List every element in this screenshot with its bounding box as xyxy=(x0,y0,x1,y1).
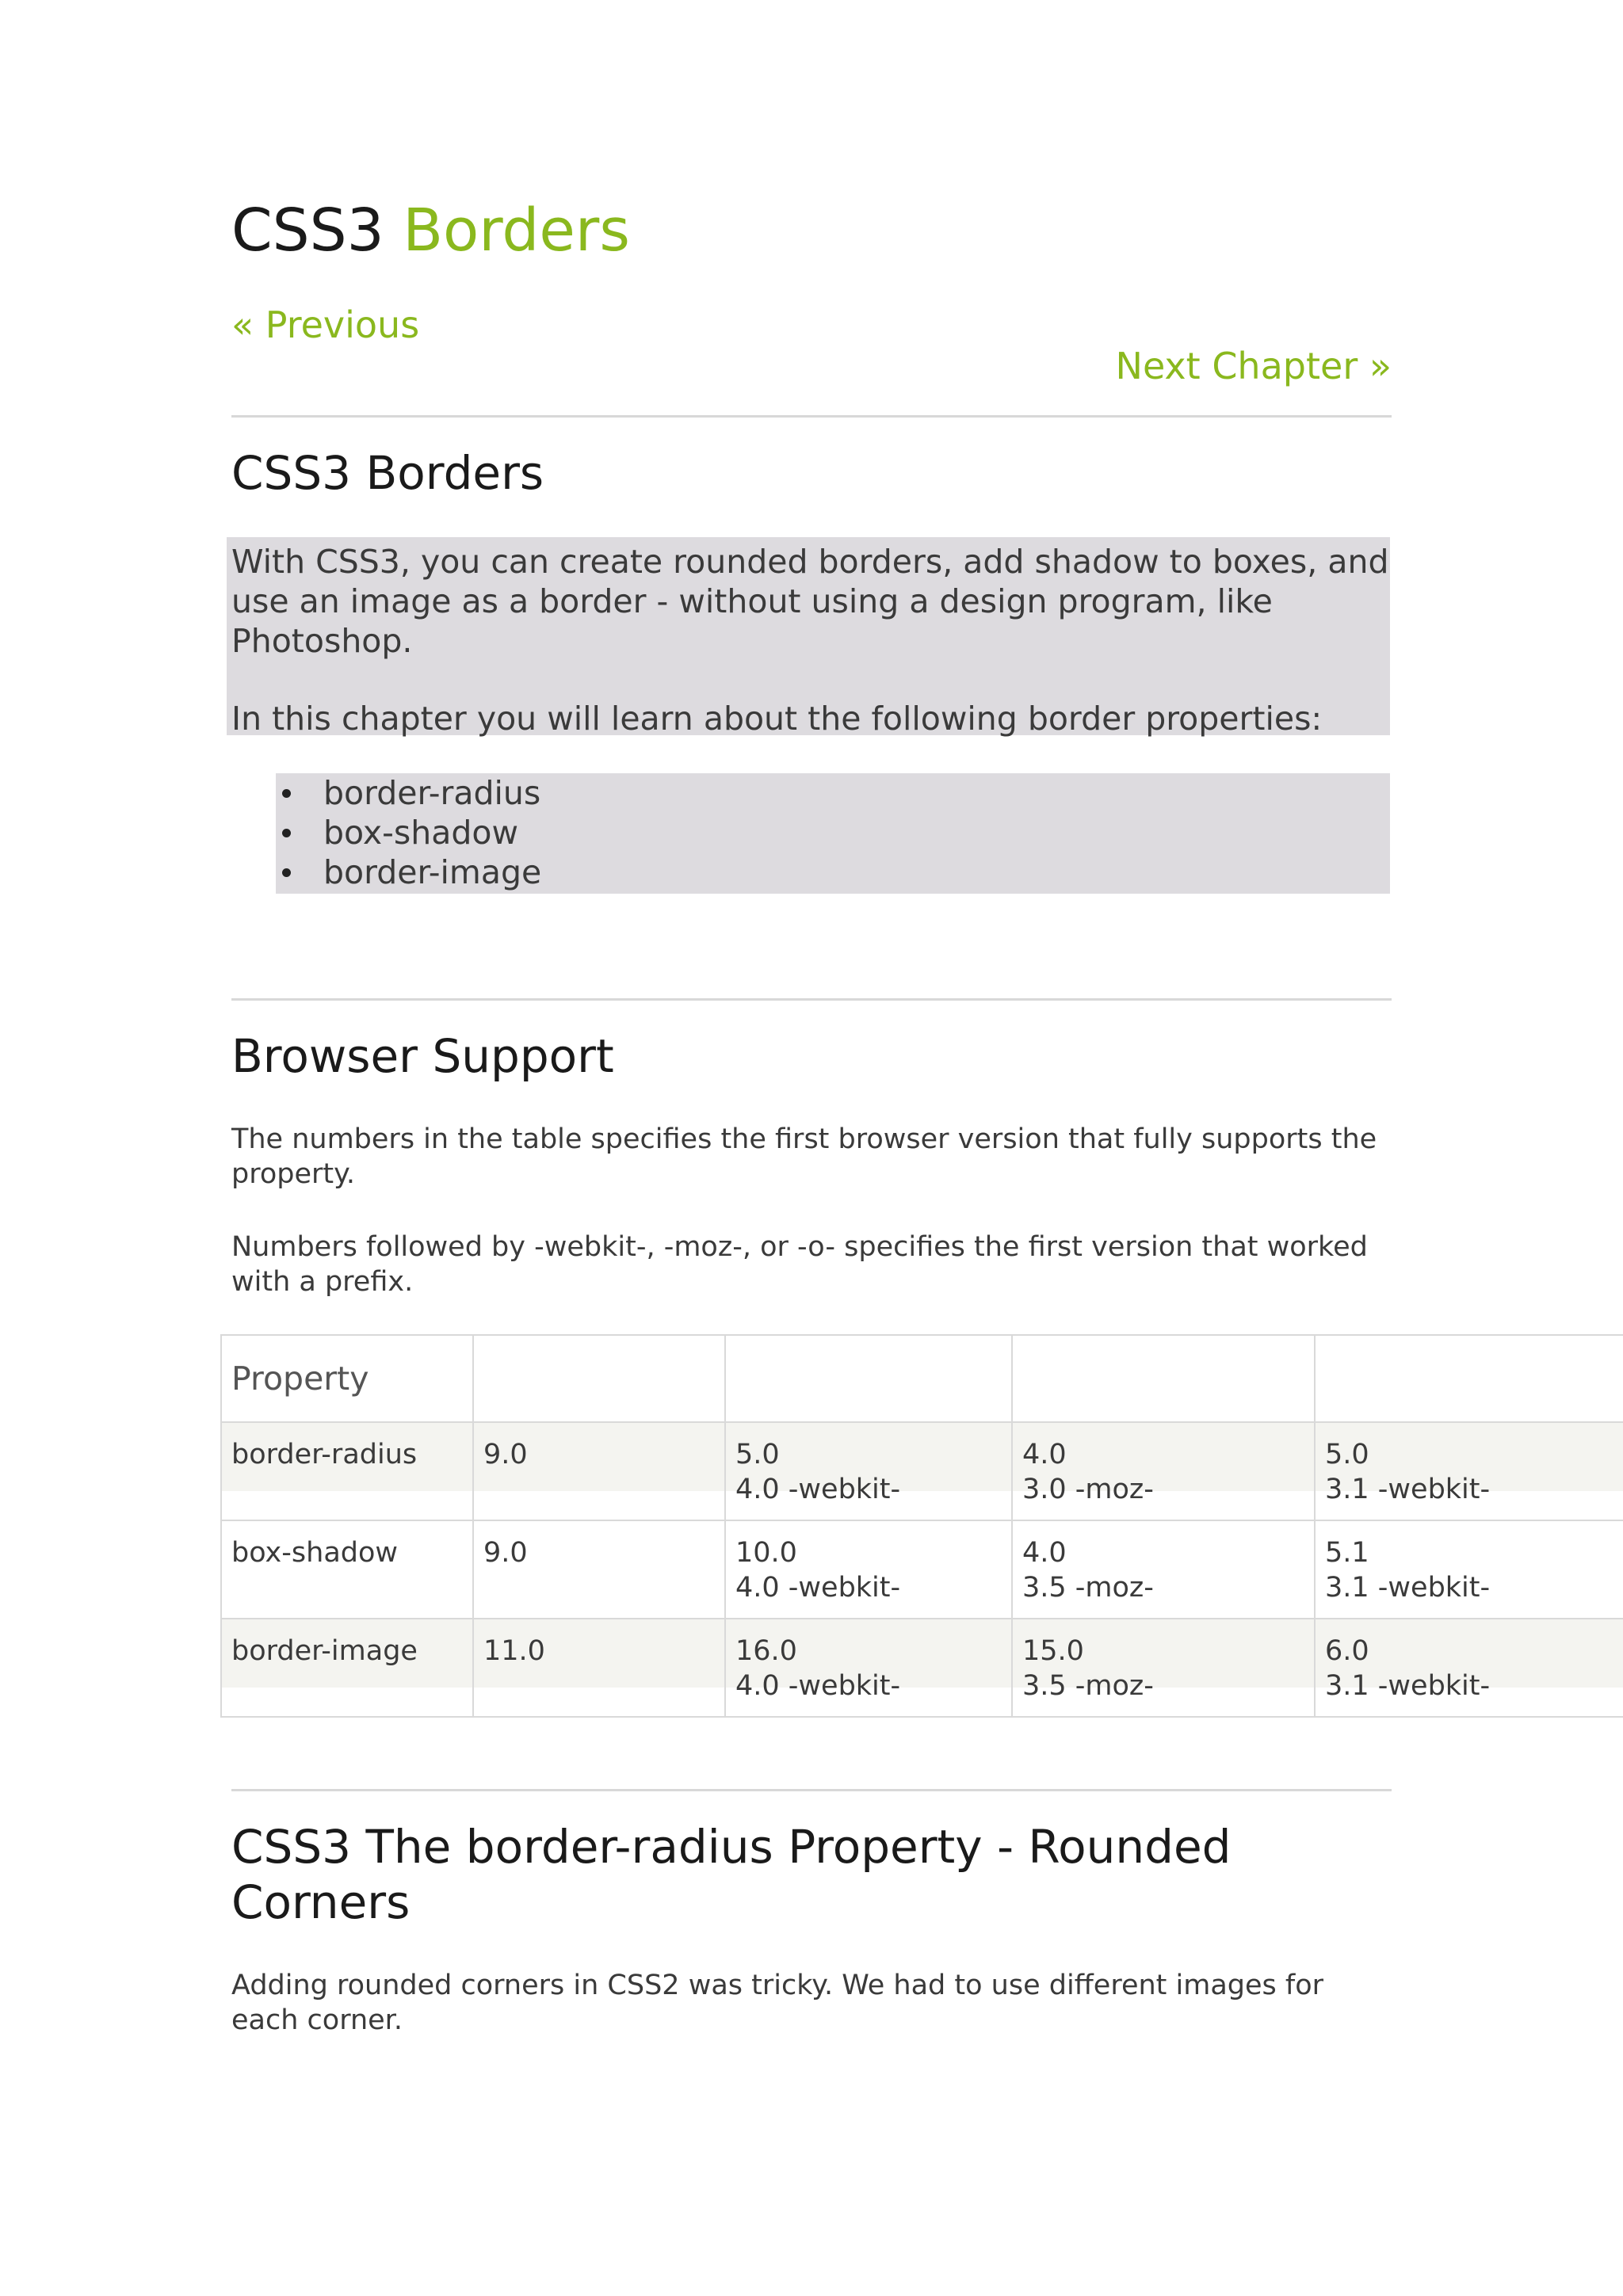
intro-line-3: Photoshop. xyxy=(231,622,413,660)
version-cell: 5.0 3.1 -webkit- xyxy=(1315,1422,1623,1520)
list-item: box-shadow xyxy=(276,813,1390,852)
list-item: border-image xyxy=(276,852,1390,892)
support-para-2-line-2: with a prefix. xyxy=(231,1266,414,1298)
version-cell: 4.0 3.5 -moz- xyxy=(1012,1520,1315,1619)
intro-line-1: With CSS3, you can create rounded borders, add shadow to boxes, and xyxy=(231,543,1389,581)
version-cell: 5.0 4.0 -webkit- xyxy=(725,1422,1012,1520)
learn-text: In this chapter you will learn about the following border properties: xyxy=(231,700,1323,738)
intro-line-2: use an image as a border - without using a design program, like xyxy=(231,582,1273,620)
property-cell: border-image xyxy=(221,1619,473,1717)
radius-para-line-1: Adding rounded corners in CSS2 was tricky. We had to use different images for xyxy=(231,1970,1324,2001)
list-item: border-radius xyxy=(276,773,1390,813)
page-title-main: CSS3 xyxy=(231,196,384,265)
table-header-cell xyxy=(725,1335,1012,1422)
divider xyxy=(231,415,1392,418)
bullet-icon xyxy=(282,868,291,877)
version-cell: 10.0 4.0 -webkit- xyxy=(725,1520,1012,1619)
next-chapter-link[interactable]: Next Chapter » xyxy=(1115,345,1392,387)
table-header-cell xyxy=(1315,1335,1623,1422)
property-cell: border-radius xyxy=(221,1422,473,1520)
intro-highlight xyxy=(227,537,1390,738)
version-cell: 4.0 3.0 -moz- xyxy=(1012,1422,1315,1520)
table-header-cell xyxy=(1012,1335,1315,1422)
version-cell: 11.0 xyxy=(473,1619,725,1717)
section-heading-browser-support: Browser Support xyxy=(231,1029,614,1083)
divider xyxy=(231,1789,1392,1791)
table-header-cell: Property xyxy=(221,1335,473,1422)
version-cell: 9.0 xyxy=(473,1520,725,1619)
divider xyxy=(231,998,1392,1001)
version-cell: 16.0 4.0 -webkit- xyxy=(725,1619,1012,1717)
bullet-icon xyxy=(282,789,291,798)
table-row xyxy=(221,1520,1623,1619)
browser-support-table xyxy=(220,1334,1623,1718)
section-heading-border-radius: CSS3 The border-radius Property - Rounded xyxy=(231,1820,1232,1874)
table-header-row xyxy=(221,1335,1623,1422)
version-cell: 5.1 3.1 -webkit- xyxy=(1315,1520,1623,1619)
table-row xyxy=(221,1619,1623,1717)
property-cell: box-shadow xyxy=(221,1520,473,1619)
previous-link[interactable]: « Previous xyxy=(231,303,420,346)
version-cell: 15.0 3.5 -moz- xyxy=(1012,1619,1315,1717)
section-heading-border-radius-line-2: Corners xyxy=(231,1875,411,1929)
section-heading-borders: CSS3 Borders xyxy=(231,446,544,500)
properties-list xyxy=(276,773,1390,894)
table-row xyxy=(221,1422,1623,1520)
support-para-1-line-2: property. xyxy=(231,1158,355,1190)
table-header-cell xyxy=(473,1335,725,1422)
version-cell: 6.0 3.1 -webkit- xyxy=(1315,1619,1623,1717)
version-cell: 9.0 xyxy=(473,1422,725,1520)
support-para-2-line-1: Numbers followed by -webkit-, -moz-, or -o- specifies the first version that worked xyxy=(231,1231,1368,1263)
page-title-accent: Borders xyxy=(403,196,630,265)
radius-para-line-2: each corner. xyxy=(231,2004,403,2036)
bullet-icon xyxy=(282,829,291,837)
page-title xyxy=(231,195,630,266)
support-para-1-line-1: The numbers in the table specifies the first browser version that fully supports the xyxy=(231,1123,1377,1155)
